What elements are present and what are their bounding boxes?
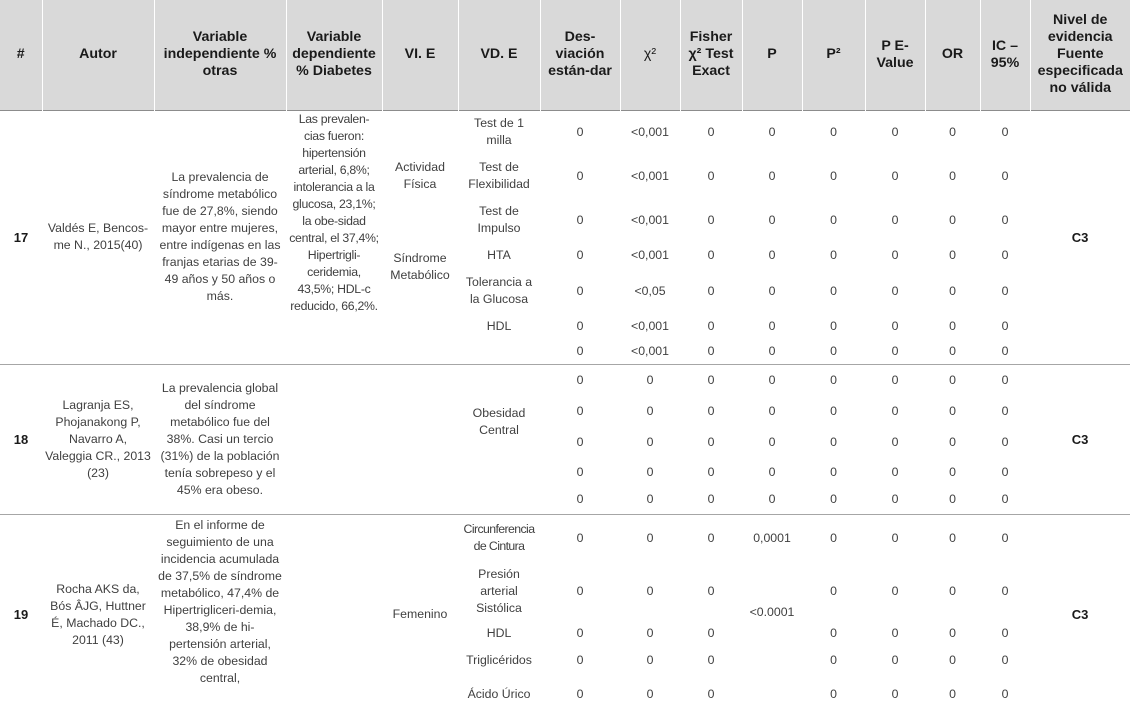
evidence-level: C3: [1030, 514, 1130, 715]
ic-value: 0: [980, 364, 1030, 396]
ic-value: 0: [980, 514, 1030, 562]
vd-label: Ácido Úrico: [467, 687, 531, 701]
vi-group: [382, 364, 458, 514]
study-dep-text: Las prevalen-cias fueron: hipertensión arterial, 6,8%; intolerancia a la glucosa, 23,1%; la obe-sidad central, el 37,4%; Hipertrigli-ceridemia, 43,5%; HDL-c reducido, 66,2%.: [289, 111, 379, 313]
chi-value: 0: [646, 687, 654, 701]
pe-value: 0: [891, 318, 899, 333]
vd-label: Tolerancia a la Glucosa: [465, 275, 533, 306]
p2-value: 0: [830, 435, 837, 449]
p2-value: 0: [830, 653, 837, 667]
p2-value: 0: [830, 248, 837, 262]
fisher-value: 0: [707, 583, 715, 598]
pe-value: 0: [891, 464, 899, 479]
or-value: 0: [949, 404, 956, 418]
desv-value: 0: [540, 364, 620, 396]
fisher-value: 0: [707, 248, 715, 262]
p2-value: 0: [802, 364, 865, 396]
vd-group: Obesidad Central: [458, 364, 540, 514]
col-header-nivel: Nivel de evidencia Fuente especificada no válida: [1030, 0, 1130, 110]
p2-value: 0: [830, 464, 837, 479]
p2-value: 0: [802, 514, 865, 562]
desv-value: 0: [576, 168, 584, 183]
or-value: 0: [949, 583, 956, 598]
or-value: 0: [925, 364, 980, 396]
chi-value: <0,05: [634, 283, 666, 298]
table-row: [0, 514, 1130, 562]
p-value: 0: [768, 492, 776, 507]
vd-label: Test de 1 milla: [474, 116, 524, 148]
desv-value: 0: [576, 492, 584, 507]
col-header-ic: IC – 95%: [980, 0, 1030, 110]
fisher-value: 0: [680, 514, 742, 562]
chi-value: 0: [646, 583, 654, 598]
desv-value: 0: [576, 248, 584, 262]
study-number: 19: [0, 514, 42, 715]
pe-value: 0: [865, 364, 925, 396]
or-value: 0: [949, 435, 956, 449]
pe-value: 0: [891, 283, 899, 298]
p2-value: 0: [830, 124, 837, 139]
ic-value: 0: [1001, 248, 1009, 262]
fisher-value: 0: [707, 318, 715, 333]
p2-value: 0: [830, 212, 837, 227]
study-author: Rocha AKS da, Bós ÂJG, Huttner É, Machado DC., 2011 (43): [42, 514, 154, 715]
vi-group: Actividad Física: [395, 160, 445, 192]
fisher-value: 0: [707, 212, 715, 227]
vd-label: Presión arterial Sistólica: [476, 566, 522, 615]
p-value: 0: [768, 318, 776, 333]
vi-group: Síndrome Metabólico: [390, 251, 450, 282]
study-indep-text: La prevalencia de síndrome metabólico fue de 27,8%, siendo mayor entre mujeres, entre indígenas en las franjas etarias de 39-49 años y 50 años o más.: [159, 170, 281, 303]
pe-value: 0: [891, 212, 899, 227]
chi-value: 0: [646, 626, 654, 640]
or-value: 0: [925, 514, 980, 562]
chi-value: 0: [646, 492, 654, 507]
desv-value: 0: [576, 212, 584, 227]
ic-value: 0: [1001, 124, 1009, 139]
chi-value: <0,001: [631, 124, 669, 139]
pe-value: 0: [891, 687, 899, 701]
p-value: 0: [768, 464, 776, 479]
vd-label: Test de Impulso: [477, 204, 521, 235]
p-value-shared: <0.0001: [749, 605, 795, 619]
desv-value: 0: [576, 343, 584, 358]
evidence-level: C3: [1071, 229, 1089, 245]
ic-value: 0: [1001, 435, 1009, 449]
or-value: 0: [949, 653, 956, 667]
p2-value: 0: [830, 343, 837, 358]
ic-value: 0: [1001, 212, 1009, 227]
ic-value: 0: [1001, 464, 1009, 479]
chi-value: <0,001: [631, 343, 669, 358]
table-row: [0, 364, 1130, 396]
col-header-pe: P E-Value: [865, 0, 925, 110]
chi-value: <0,001: [631, 168, 669, 183]
chi-value: 0: [646, 653, 654, 667]
fisher-value: 0: [707, 687, 715, 701]
fisher-value: 0: [707, 653, 715, 667]
study-number: 18: [0, 364, 42, 514]
or-value: 0: [949, 626, 956, 640]
fisher-value: 0: [707, 124, 715, 139]
col-header-var-ind: Variable independiente % otras: [154, 0, 286, 110]
or-value: 0: [949, 248, 956, 262]
ic-value: 0: [1001, 687, 1009, 701]
desv-value: 0: [576, 464, 584, 479]
pe-value: 0: [891, 583, 899, 598]
desv-value: 0: [576, 404, 584, 418]
pe-value: 0: [891, 124, 899, 139]
chi-value: 0: [620, 364, 680, 396]
header-row: [0, 0, 1130, 110]
p2-value: 0: [830, 404, 837, 418]
col-header-p2: P²: [802, 0, 865, 110]
fisher-value: 0: [680, 364, 742, 396]
vd-label: HTA: [487, 248, 511, 262]
col-header-fisher: Fisher χ² Test Exact: [680, 0, 742, 110]
fisher-value: 0: [707, 435, 715, 449]
col-header-or: OR: [925, 0, 980, 110]
p2-value: 0: [830, 687, 837, 701]
col-header-vi-e: VI. E: [382, 0, 458, 110]
ic-value: 0: [1001, 583, 1009, 598]
pe-value: 0: [891, 404, 899, 418]
or-value: 0: [949, 283, 956, 298]
desv-value: 0: [576, 124, 584, 139]
vd-label: Test de Flexibilidad: [468, 160, 530, 191]
ic-value: 0: [1001, 168, 1009, 183]
col-header-var-dep: Variable dependiente % Diabetes: [286, 0, 382, 110]
chi-value: 0: [646, 435, 654, 449]
p-value: 0,0001: [742, 514, 802, 562]
desv-value: 0: [576, 318, 584, 333]
ic-value: 0: [1001, 626, 1009, 640]
desv-value: 0: [576, 687, 584, 701]
chi-value: <0,001: [631, 212, 669, 227]
vd-label: HDL: [486, 318, 512, 333]
fisher-value: 0: [707, 626, 715, 640]
study-author: Lagranja ES, Phojanakong P, Navarro A, Valeggia CR., 2013 (23): [42, 364, 154, 514]
col-header-num: #: [0, 0, 42, 110]
pe-value: 0: [891, 492, 899, 507]
p2-value: 0: [830, 283, 837, 298]
or-value: 0: [949, 168, 956, 183]
desv-value: 0: [576, 435, 584, 449]
chi-value: 0: [620, 514, 680, 562]
chi-value: 0: [646, 404, 654, 418]
p2-value: 0: [830, 626, 837, 640]
ic-value: 0: [1001, 492, 1009, 507]
col-header-autor: Autor: [42, 0, 154, 110]
or-value: 0: [949, 212, 956, 227]
pe-value: 0: [891, 626, 899, 640]
vi-group: Femenino: [382, 514, 458, 715]
desv-value: 0: [576, 653, 584, 667]
table-row: [0, 110, 1130, 154]
chi-value: <0,001: [631, 318, 669, 333]
ic-value: 0: [1001, 404, 1009, 418]
p2-value: 0: [830, 318, 837, 333]
vd-label: HDL: [486, 626, 512, 640]
ic-value: 0: [1001, 343, 1009, 358]
fisher-value: 0: [707, 283, 715, 298]
p2-value: 0: [830, 492, 837, 507]
or-value: 0: [949, 492, 956, 507]
p-value: 0: [768, 124, 776, 139]
evidence-level: C3: [1030, 364, 1130, 514]
pe-value: 0: [891, 248, 899, 262]
pe-value: 0: [891, 168, 899, 183]
desv-value: 0: [576, 283, 584, 298]
or-value: 0: [949, 687, 956, 701]
p-value: 0: [768, 168, 776, 183]
p-value: 0: [768, 435, 776, 449]
p-value: 0: [768, 248, 776, 262]
col-header-desv: Des-viación están-dar: [540, 0, 620, 110]
or-value: 0: [949, 464, 956, 479]
or-value: 0: [949, 124, 956, 139]
p2-value: 0: [830, 583, 837, 598]
study-number: 17: [13, 229, 29, 245]
vd-label: Triglicéridos: [466, 653, 532, 667]
p-value: 0: [768, 404, 776, 418]
fisher-value: 0: [707, 404, 715, 418]
p-value: 0: [768, 283, 776, 298]
desv-value: 0: [576, 583, 584, 598]
chi-value: <0,001: [631, 248, 669, 262]
p-value: 0: [768, 212, 776, 227]
fisher-value: 0: [707, 343, 715, 358]
ic-value: 0: [1001, 653, 1009, 667]
pe-value: 0: [865, 514, 925, 562]
col-header-vd-e: VD. E: [458, 0, 540, 110]
vd-label: Circunferencia de Cintura: [458, 514, 540, 562]
ic-value: 0: [1001, 283, 1009, 298]
pe-value: 0: [891, 653, 899, 667]
fisher-value: 0: [707, 168, 715, 183]
study-dep-text: [286, 364, 382, 514]
ic-value: 0: [1001, 318, 1009, 333]
chi-value: 0: [646, 464, 654, 479]
p-value: 0: [768, 343, 776, 358]
study-indep-text: En el informe de seguimiento de una incidencia acumulada de 37,5% de síndrome metabólico, 47,4% de Hipertrigliceri-demia, 38,9% de hi-pertensión arterial, 32% de obesidad central,: [154, 514, 286, 715]
or-value: 0: [949, 343, 956, 358]
desv-value: 0: [540, 514, 620, 562]
vd-label: [458, 339, 540, 364]
study-dep-text: [286, 514, 382, 715]
col-header-chi: χ²: [620, 0, 680, 110]
p-value: 0: [742, 364, 802, 396]
study-indep-text: La prevalencia global del síndrome metabólico fue del 38%. Casi un tercio (31%) de la población tenía sobrepeso y el 45% era obeso.: [154, 364, 286, 514]
study-author: Valdés E, Bencos-me N., 2015(40): [47, 221, 149, 252]
p2-value: 0: [830, 168, 837, 183]
or-value: 0: [949, 318, 956, 333]
col-header-p: P: [742, 0, 802, 110]
desv-value: 0: [576, 626, 584, 640]
pe-value: 0: [891, 343, 899, 358]
fisher-value: 0: [707, 492, 715, 507]
fisher-value: 0: [707, 464, 715, 479]
pe-value: 0: [891, 435, 899, 449]
